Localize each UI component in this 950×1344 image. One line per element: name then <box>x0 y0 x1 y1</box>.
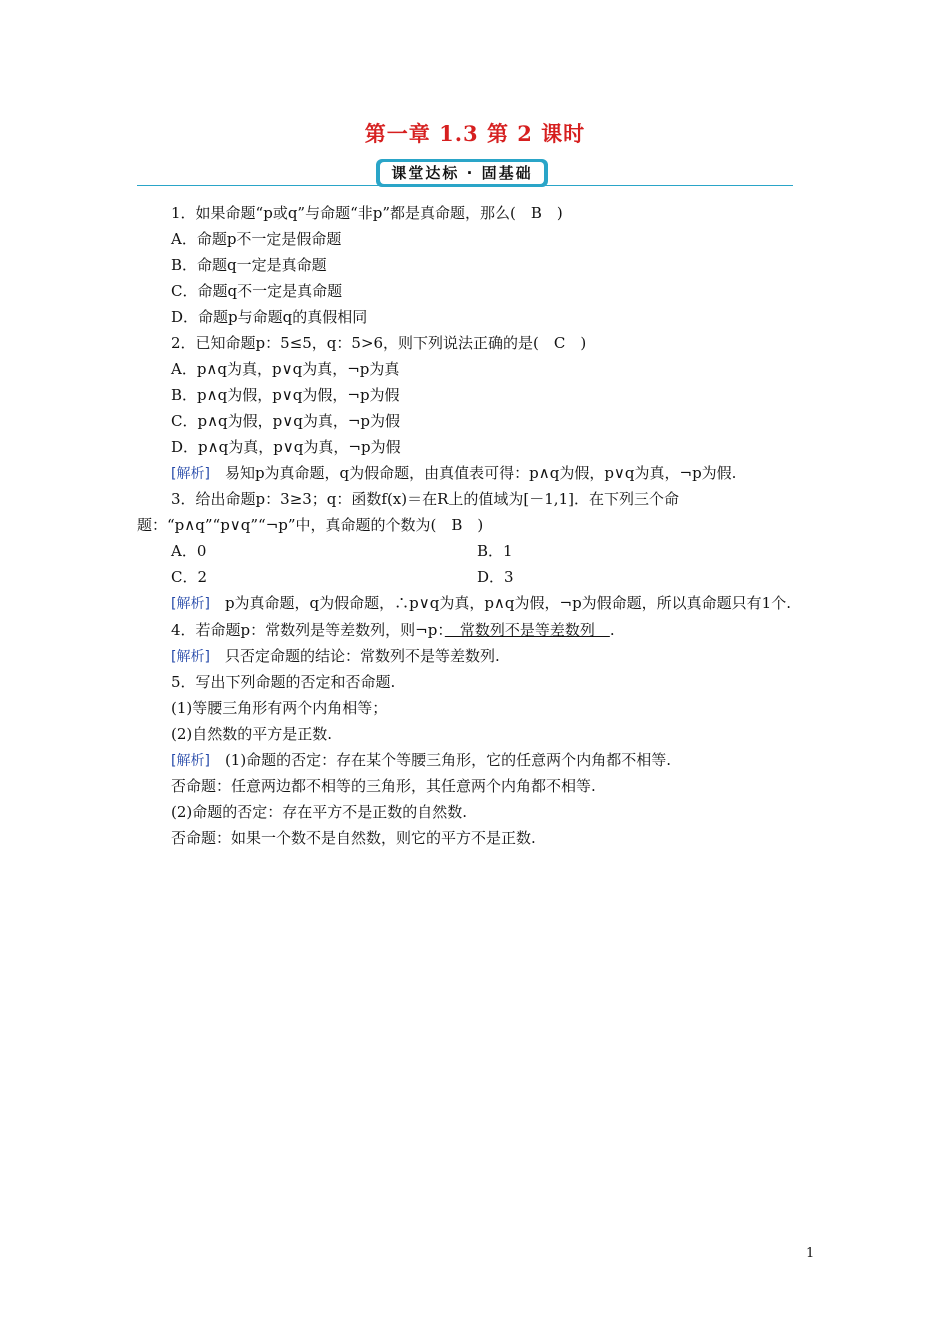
q5-item-1: (1)等腰三角形有两个内角相等； <box>171 699 388 717</box>
q2-option-b: B．p∧q为假，p∨q为假，¬p为假 <box>171 386 400 404</box>
analysis-tag: [解析] <box>171 596 210 612</box>
q1-option-a: A．命题p不一定是假命题 <box>171 230 342 248</box>
q4-answer: 常数列不是等差数列 <box>444 621 610 639</box>
page-title: 第一章 1.3 第 2 课时 <box>364 121 586 146</box>
q3-option-b: B．1 <box>477 542 513 560</box>
q5-stem: 5．写出下列命题的否定和否命题. <box>171 673 396 691</box>
q3-stem: 3．给出命题p：3≥3；q：函数f(x)＝在R上的值域为[－1,1]．在下列三个命题：“p∧q”“p∨q”“¬p”中，真命题的个数为( B ) <box>137 490 679 534</box>
q3-options-row-1 <box>137 538 817 564</box>
q5-item-2: (2)自然数的平方是正数. <box>171 725 333 743</box>
q5-analysis-line-3: (2)命题的否定：存在平方不是正数的自然数. <box>171 803 468 821</box>
header-divider <box>137 185 793 186</box>
q1-option-b: B．命题q一定是真命题 <box>171 256 327 274</box>
analysis-tag: [解析] <box>171 753 210 769</box>
q4-analysis <box>137 643 817 669</box>
q3-options-row-2 <box>137 564 817 590</box>
q3-option-a: A．0 <box>171 542 207 560</box>
q4-analysis-text: 只否定命题的结论：常数列不是等差数列. <box>209 647 500 665</box>
q3-analysis <box>137 590 817 617</box>
q5-analysis-line-2: 否命题：任意两边都不相等的三角形，其任意两个内角都不相等. <box>171 777 596 795</box>
document-body <box>137 200 817 851</box>
section-banner-label: 课堂达标 · 固基础 <box>380 162 544 184</box>
q2-analysis <box>137 460 817 486</box>
q1-option-c: C．命题q不一定是真命题 <box>171 282 343 300</box>
q1-option-d: D．命题p与命题q的真假相同 <box>171 308 368 326</box>
q2-option-d: D．p∧q为真，p∨q为真，¬p为假 <box>171 438 401 456</box>
q5-analysis-line-4: 否命题：如果一个数不是自然数，则它的平方不是正数. <box>171 829 536 847</box>
page-number: 1 <box>806 1246 815 1261</box>
analysis-tag: [解析] <box>171 649 210 665</box>
q5-analysis <box>137 747 817 773</box>
q4-stem-text: 4．若命题p：常数列是等差数列，则¬p： <box>171 621 445 639</box>
section-banner <box>376 159 548 187</box>
q2-option-a: A．p∧q为真，p∨q为真，¬p为真 <box>171 360 400 378</box>
q4-end: . <box>609 621 615 639</box>
q2-stem: 2．已知命题p：5≤5，q：5>6，则下列说法正确的是( C ) <box>171 334 587 352</box>
q2-analysis-text: 易知p为真命题，q为假命题，由真值表可得：p∧q为假，p∨q为真，¬p为假. <box>209 464 737 482</box>
q5-analysis-text: (1)命题的否定：存在某个等腰三角形，它的任意两个内角都不相等. <box>209 751 671 769</box>
q4-stem <box>137 617 817 643</box>
q3-analysis-text: p为真命题，q为假命题，∴p∨q为真，p∧q为假，¬p为假命题，所以真命题只有1个. <box>209 594 791 612</box>
q2-option-c: C．p∧q为假，p∨q为真，¬p为假 <box>171 412 401 430</box>
analysis-tag: [解析] <box>171 466 210 482</box>
q1-stem: 1．如果命题“p或q”与命题“非p”都是真命题，那么( B ) <box>171 204 563 222</box>
q3-option-c: C．2 <box>171 568 208 586</box>
q3-option-d: D．3 <box>477 568 514 586</box>
